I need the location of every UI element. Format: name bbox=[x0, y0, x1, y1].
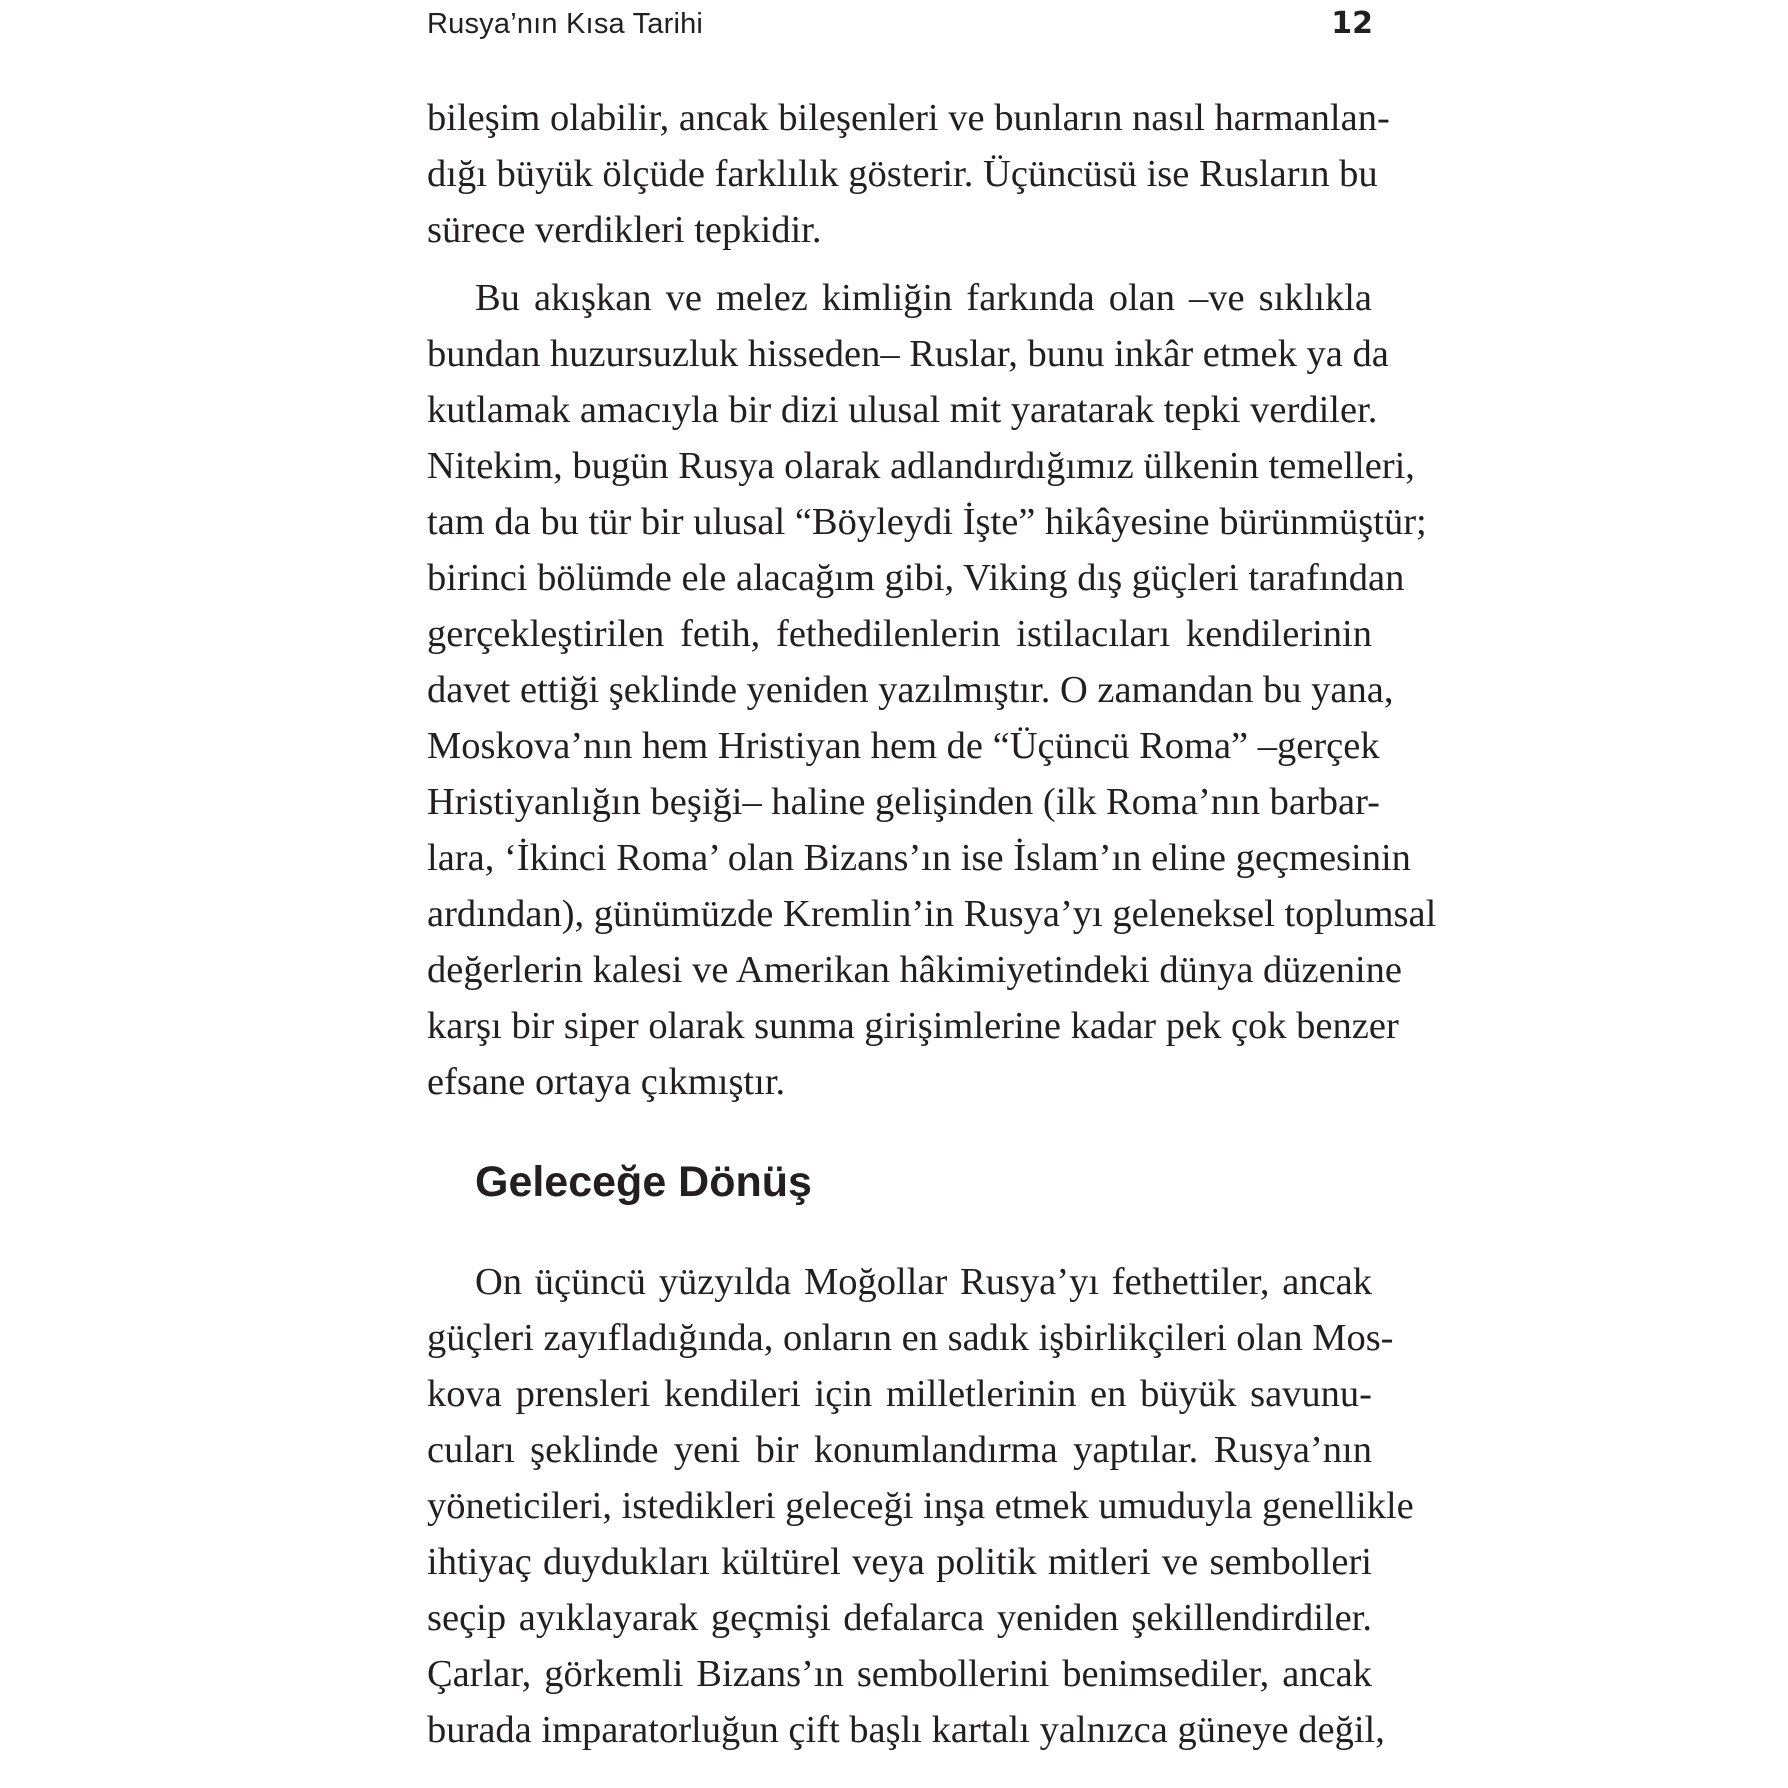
text-line: Bu akışkan ve melez kimliğin farkında olan –ve sıklıkla bbox=[475, 277, 1372, 319]
text-line: davet ettiği şeklinde yeniden yazılmıştır. O zamandan bu yana, bbox=[427, 669, 1394, 711]
text-line: Moskova’nın hem Hristiyan hem de “Üçüncü Roma” –gerçek bbox=[427, 725, 1380, 767]
text-line: ihtiyaç duydukları kültürel veya politik mitleri ve sembolleri bbox=[427, 1541, 1372, 1583]
text-line: kutlamak amacıyla bir dizi ulusal mit yaratarak tepki verdiler. bbox=[427, 389, 1378, 431]
text-line: sürece verdikleri tepkidir. bbox=[427, 209, 822, 251]
running-head-title: Rusya’nın Kısa Tarihi bbox=[427, 8, 704, 40]
text-line: kova prensleri kendileri için milletlerinin en büyük savunu- bbox=[427, 1373, 1372, 1415]
text-line: ardından), günümüzde Kremlin’in Rusya’yı geleneksel toplumsal bbox=[427, 893, 1437, 935]
text-line: değerlerin kalesi ve Amerikan hâkimiyetindeki dünya düzenine bbox=[427, 949, 1403, 991]
text-line: On üçüncü yüzyılda Moğollar Rusya’yı fethettiler, ancak bbox=[475, 1261, 1372, 1303]
text-line: efsane ortaya çıkmıştır. bbox=[427, 1061, 786, 1103]
text-line: tam da bu tür bir ulusal “Böyleydi İşte” hikâyesine bürünmüştür; bbox=[427, 501, 1427, 543]
text-line: seçip ayıklayarak geçmişi defalarca yeniden şekillendirdiler. bbox=[427, 1597, 1372, 1639]
page-number: 12 bbox=[1331, 6, 1373, 41]
section-heading: Geleceğe Dönüş bbox=[475, 1158, 812, 1206]
text-line: Hristiyanlığın beşiği– haline gelişinden (ilk Roma’nın barbar- bbox=[427, 781, 1380, 823]
text-line: Çarlar, görkemli Bizans’ın sembollerini benimsediler, ancak bbox=[427, 1653, 1372, 1695]
text-line: dığı büyük ölçüde farklılık gösterir. Üçüncüsü ise Rusların bu bbox=[427, 153, 1378, 195]
text-line: yöneticileri, istedikleri geleceği inşa etmek umuduyla genellikle bbox=[427, 1485, 1414, 1527]
text-line: güçleri zayıfladığında, onların en sadık işbirlikçileri olan Mos- bbox=[427, 1317, 1394, 1359]
text-line: lara, ‘İkinci Roma’ olan Bizans’ın ise İslam’ın eline geçmesinin bbox=[427, 837, 1411, 879]
text-line: gerçekleştirilen fetih, fethedilenlerin istilacıları kendilerinin bbox=[427, 613, 1372, 655]
text-line: burada imparatorluğun çift başlı kartalı yalnızca güneye değil, bbox=[427, 1709, 1385, 1751]
text-line: bileşim olabilir, ancak bileşenleri ve bunların nasıl harmanlan- bbox=[427, 97, 1390, 139]
text-line: Nitekim, bugün Rusya olarak adlandırdığımız ülkenin temelleri, bbox=[427, 445, 1415, 487]
text-line: birinci bölümde ele alacağım gibi, Viking dış güçleri tarafından bbox=[427, 557, 1405, 599]
text-line: bundan huzursuzluk hisseden– Ruslar, bunu inkâr etmek ya da bbox=[427, 333, 1389, 375]
text-line: cuları şeklinde yeni bir konumlandırma yaptılar. Rusya’nın bbox=[427, 1429, 1372, 1471]
text-line: karşı bir siper olarak sunma girişimlerine kadar pek çok benzer bbox=[427, 1005, 1399, 1047]
